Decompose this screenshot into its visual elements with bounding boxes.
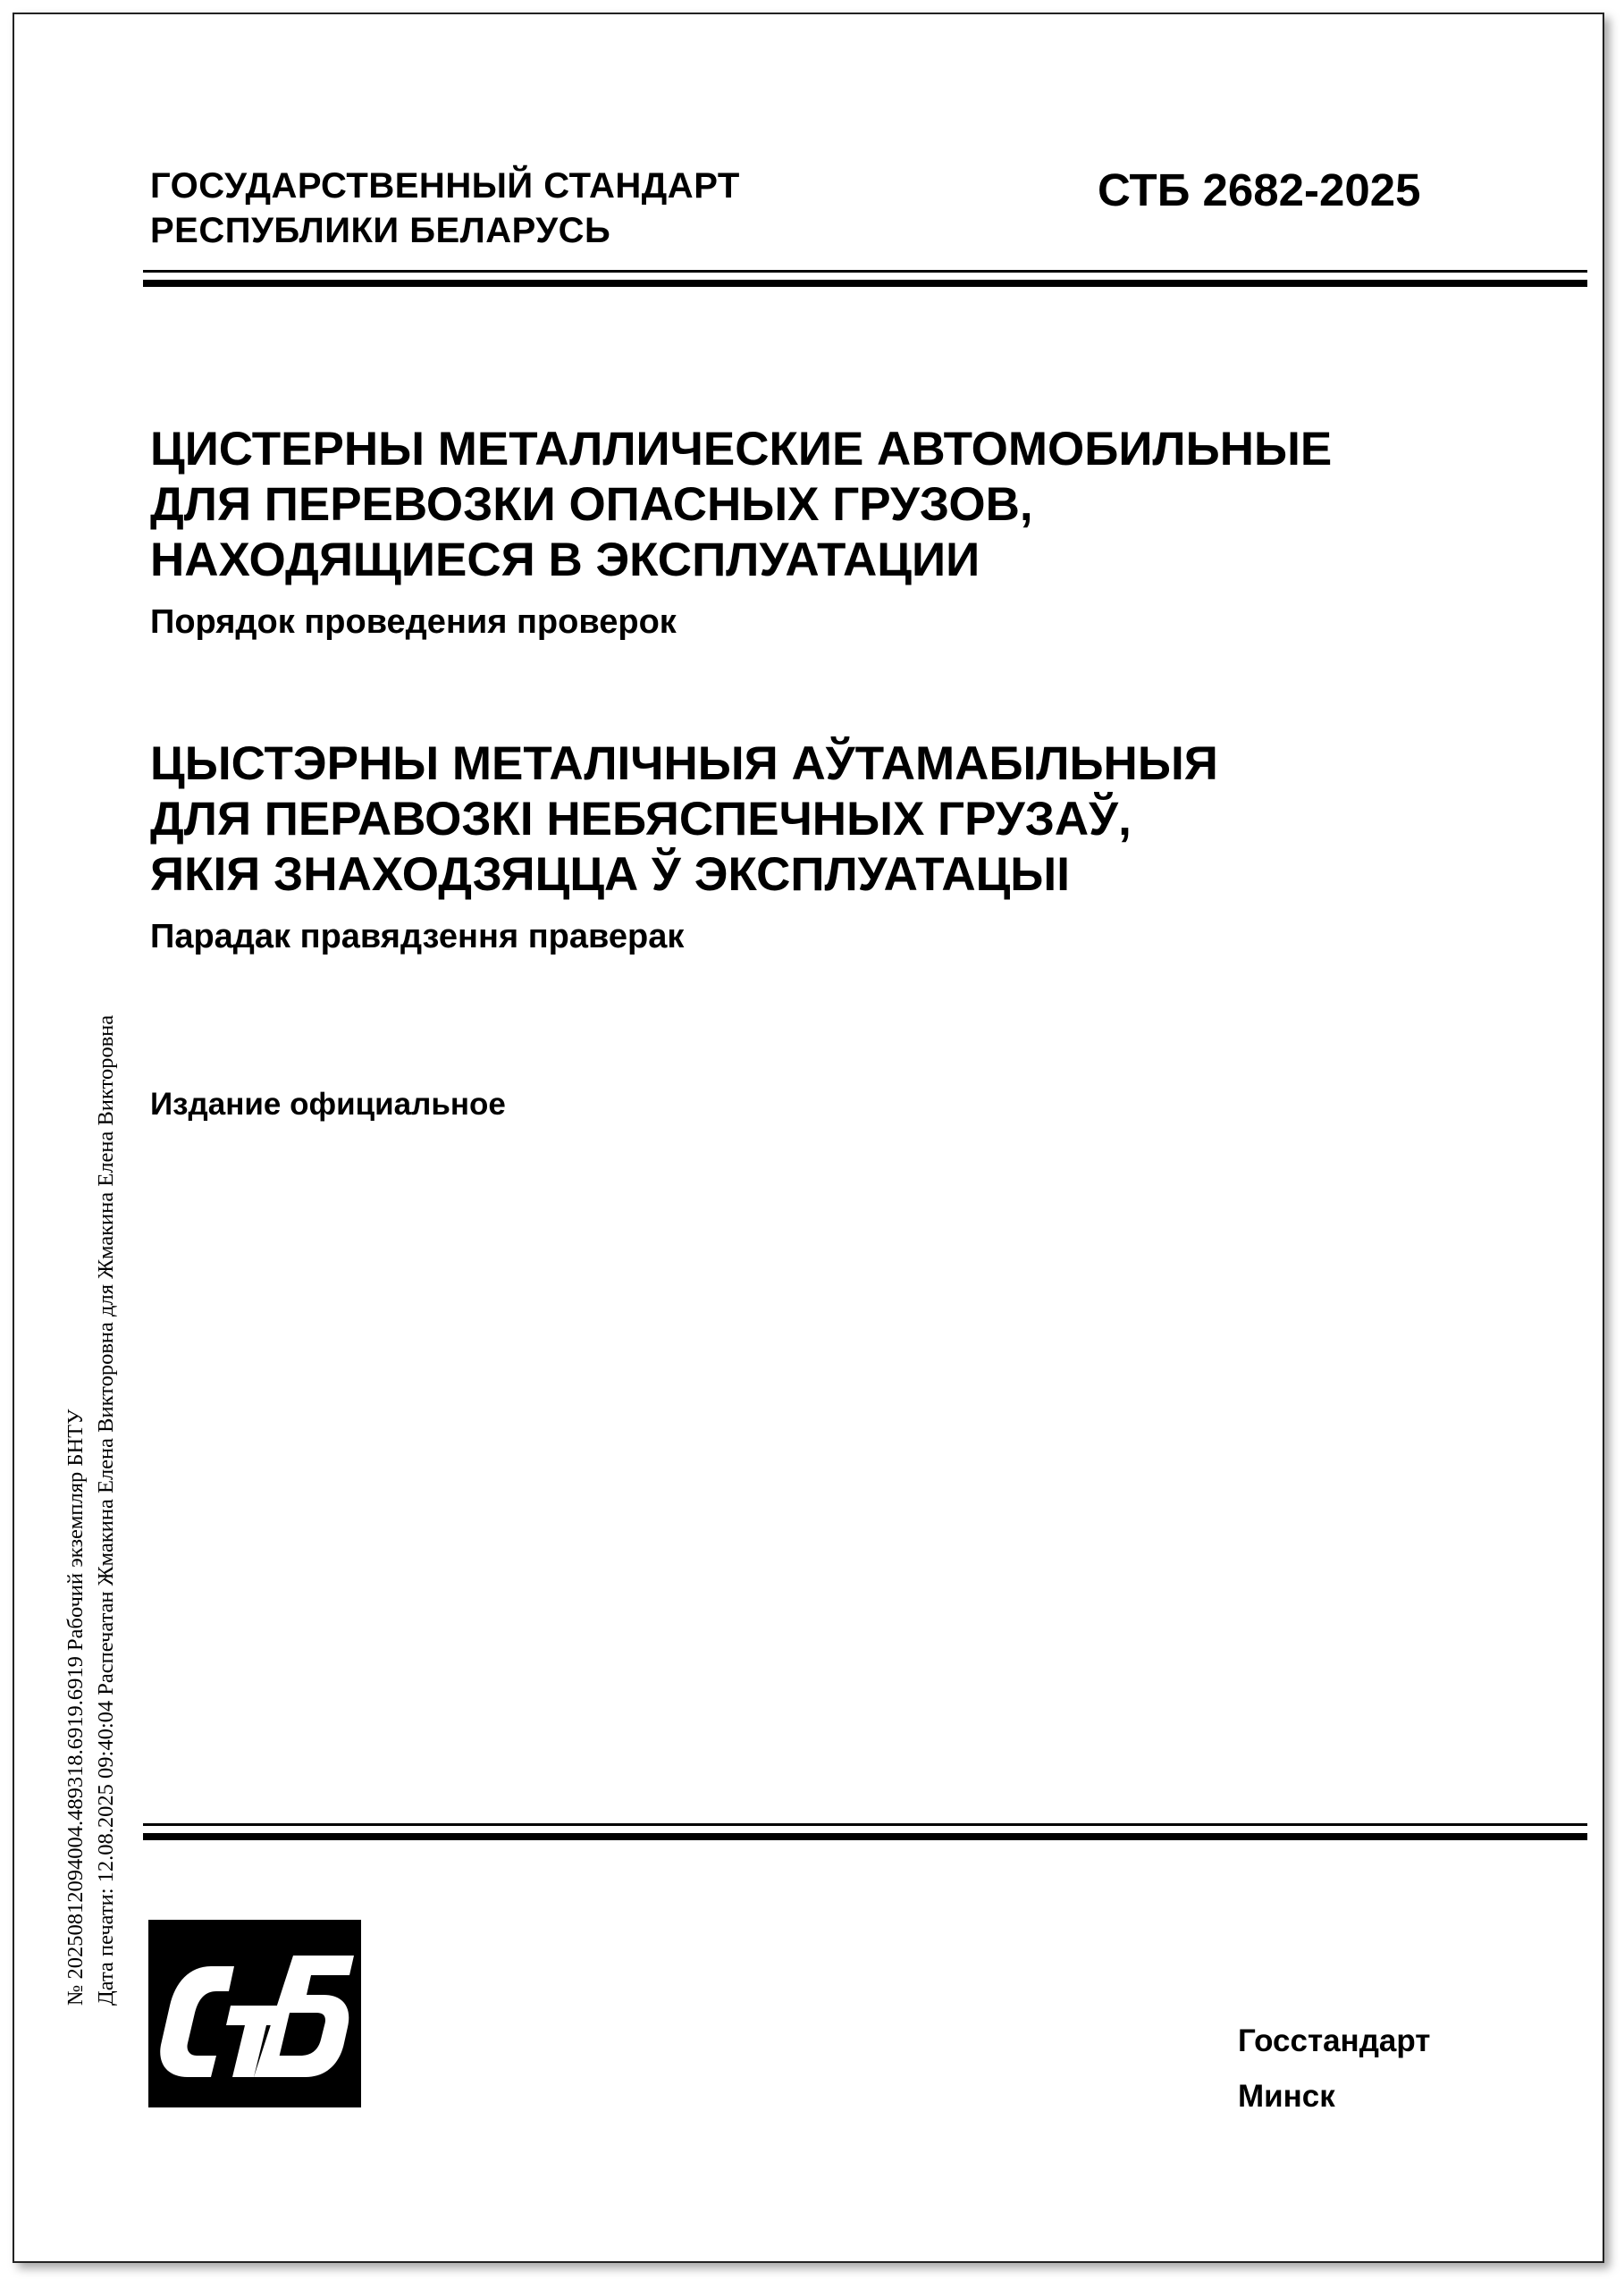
header-rule-thick [143,280,1587,287]
side-stamp [61,1015,122,2006]
title-ru-line-1: ЦИСТЕРНЫ МЕТАЛЛИЧЕСКИЕ АВТОМОБИЛЬНЫЕ [150,423,1333,475]
side-stamp-line-1: № 20250812094004.489318.6919.6919 Рабочий экземпляр БНТУ [63,1409,88,2006]
footer-rule-thin [143,1823,1587,1826]
footer-rule-thick [143,1833,1587,1840]
standard-number: СТБ 2682-2025 [1098,164,1421,215]
stb-logo-icon [148,1920,361,2107]
title-by-line-2: ДЛЯ ПЕРАВОЗКІ НЕБЯСПЕЧНЫХ ГРУЗАЎ, [150,793,1132,845]
title-by-line-3: ЯКІЯ ЗНАХОДЗЯЦЦА Ў ЭКСПЛУАТАЦЫІ [150,848,1070,901]
side-stamp-line-2: Дата печати: 12.08.2025 09:40:04 Распечатан Жмакина Елена Викторовна для Жмакина Елена Викторовна [94,1014,118,2006]
header-line-1: ГОСУДАРСТВЕННЫЙ СТАНДАРТ [150,166,740,206]
subtitle-ru: Порядок проведения проверок [150,603,677,641]
publisher-city: Минск [1238,2079,1335,2114]
title-ru-line-2: ДЛЯ ПЕРЕВОЗКИ ОПАСНЫХ ГРУЗОВ, [150,478,1033,531]
header-rule-thin [143,270,1587,273]
publisher-block [1238,2014,1430,2124]
title-by-line-1: ЦЫСТЭРНЫ МЕТАЛІЧНЫЯ АЎТАМАБІЛЬНЫЯ [150,737,1218,790]
subtitle-by: Парадак правядзення праверак [150,918,685,955]
title-belarusian [150,736,1218,958]
stb-logo [148,1920,361,2107]
publisher-name: Госстандарт [1238,2023,1431,2058]
title-ru-line-3: НАХОДЯЩИЕСЯ В ЭКСПЛУАТАЦИИ [150,534,980,586]
standard-type-header [150,164,740,253]
official-edition-label: Издание официальное [150,1087,506,1122]
header-line-2: РЕСПУБЛИКИ БЕЛАРУСЬ [150,211,611,250]
title-russian [150,422,1332,644]
